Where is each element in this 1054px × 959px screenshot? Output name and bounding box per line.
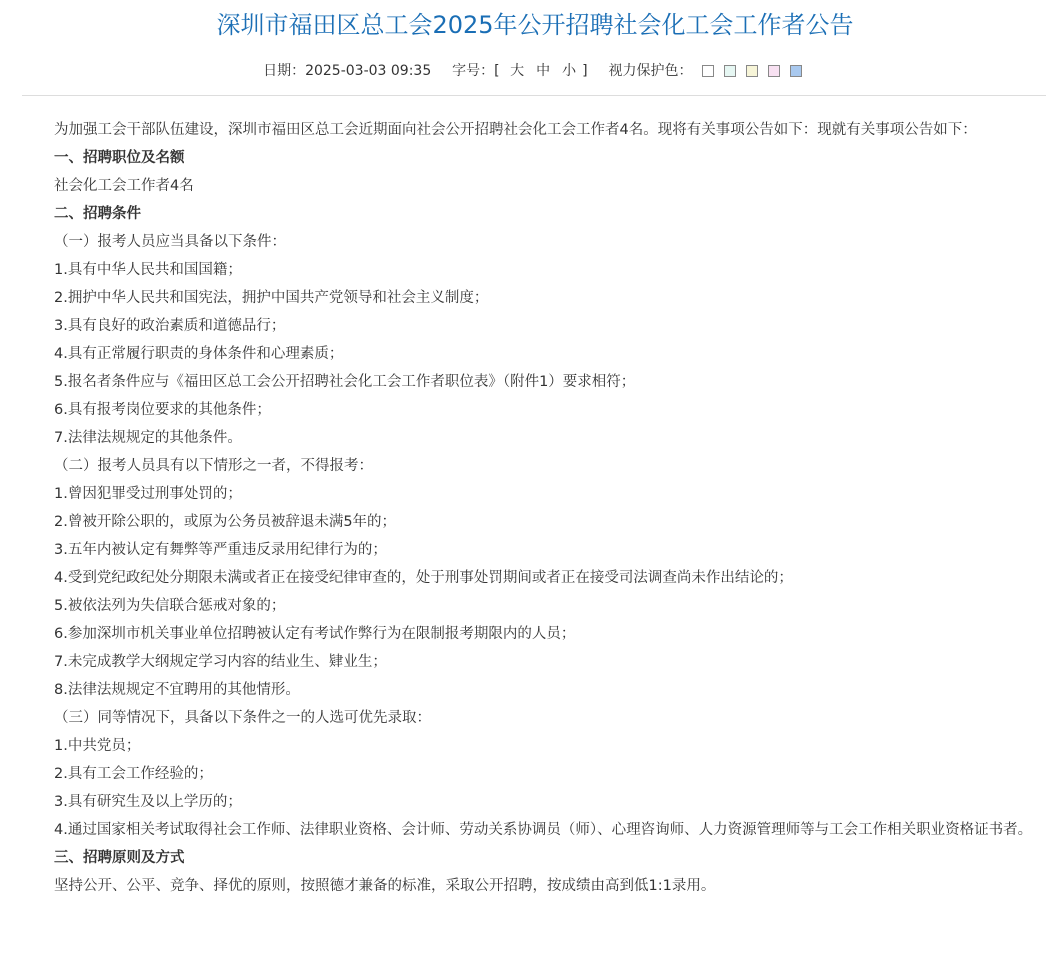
section-heading: 三、招聘原则及方式 [54,850,185,866]
list-item: 4.通过国家相关考试取得社会工作师、法律职业资格、会计师、劳动关系协调员（师）、心理咨询师、人力资源管理师等与工会工作相关职业资格证书者。 [54,822,1033,838]
eye-care-label: 视力保护色： [608,63,693,79]
list-item: 1.曾因犯罪受过刑事处罚的； [54,486,242,502]
date-label: 日期： [263,63,306,79]
list-item: 4.受到党纪政纪处分期限未满或者正在接受纪律审查的，处于刑事处罚期间或者正在接受司法调查尚未作出结论的； [54,570,793,586]
article-body [22,116,1046,900]
list-item: 4.具有正常履行职责的身体条件和心理素质； [54,346,344,362]
font-size-medium-button[interactable]: 中 [536,63,551,79]
list-item: 5.被依法列为失信联合惩戒对象的； [54,598,286,614]
bracket-open: [ [494,63,500,79]
eye-care-swatch-pink[interactable] [768,65,780,77]
paragraph: 坚持公开、公平、竞争、择优的原则，按照德才兼备的标准，采取公开招聘，按成绩由高到低1:1录用。 [54,878,716,894]
publish-date: 2025-03-03 09:35 [305,63,432,79]
list-item: 1.具有中华人民共和国国籍； [54,262,242,278]
subsection-heading: （二）报考人员具有以下情形之一者，不得报考： [54,458,373,474]
list-item: 3.五年内被认定有舞弊等严重违反录用纪律行为的； [54,542,387,558]
list-item: 2.拥护中华人民共和国宪法，拥护中国共产党领导和社会主义制度； [54,290,489,306]
font-size-label: 字号： [452,63,495,79]
subsection-heading: （三）同等情况下，具备以下条件之一的人选可优先录取： [54,710,431,726]
list-item: 5.报名者条件应与《福田区总工会公开招聘社会化工会工作者职位表》（附件1）要求相符； [54,374,636,390]
list-item: 6.参加深圳市机关事业单位招聘被认定有考试作弊行为在限制报考期限内的人员； [54,626,576,642]
list-item: 8.法律法规规定不宜聘用的其他情形。 [54,682,300,698]
paragraph: 社会化工会工作者4名 [54,178,194,194]
article-meta [0,60,1054,82]
list-item: 1.中共党员； [54,738,141,754]
eye-care-swatch-blue[interactable] [790,65,802,77]
font-size-small-button[interactable]: 小 [562,63,577,79]
list-item: 7.未完成教学大纲规定学习内容的结业生、肄业生； [54,654,387,670]
eye-care-swatch-white[interactable] [702,65,714,77]
intro-paragraph: 为加强工会干部队伍建设，深圳市福田区总工会近期面向社会公开招聘社会化工会工作者4名。现将有关事项公告如下：现就有关事项公告如下： [54,122,977,138]
eye-care-swatch-mint[interactable] [724,65,736,77]
list-item: 3.具有研究生及以上学历的； [54,794,242,810]
bracket-close: ] [582,63,588,79]
list-item: 7.法律法规规定的其他条件。 [54,430,242,446]
page-title: 深圳市福田区总工会2025年公开招聘社会化工会工作者公告 [216,11,854,39]
section-heading: 一、招聘职位及名额 [54,150,185,166]
list-item: 3.具有良好的政治素质和道德品行； [54,318,286,334]
title-divider [22,95,1046,96]
eye-care-swatch-yellow[interactable] [746,65,758,77]
list-item: 6.具有报考岗位要求的其他条件； [54,402,271,418]
font-size-large-button[interactable]: 大 [510,63,525,79]
list-item: 2.曾被开除公职的，或原为公务员被辞退未满5年的； [54,514,397,530]
section-heading: 二、招聘条件 [54,206,141,222]
subsection-heading: （一）报考人员应当具备以下条件： [54,234,286,250]
list-item: 2.具有工会工作经验的； [54,766,213,782]
